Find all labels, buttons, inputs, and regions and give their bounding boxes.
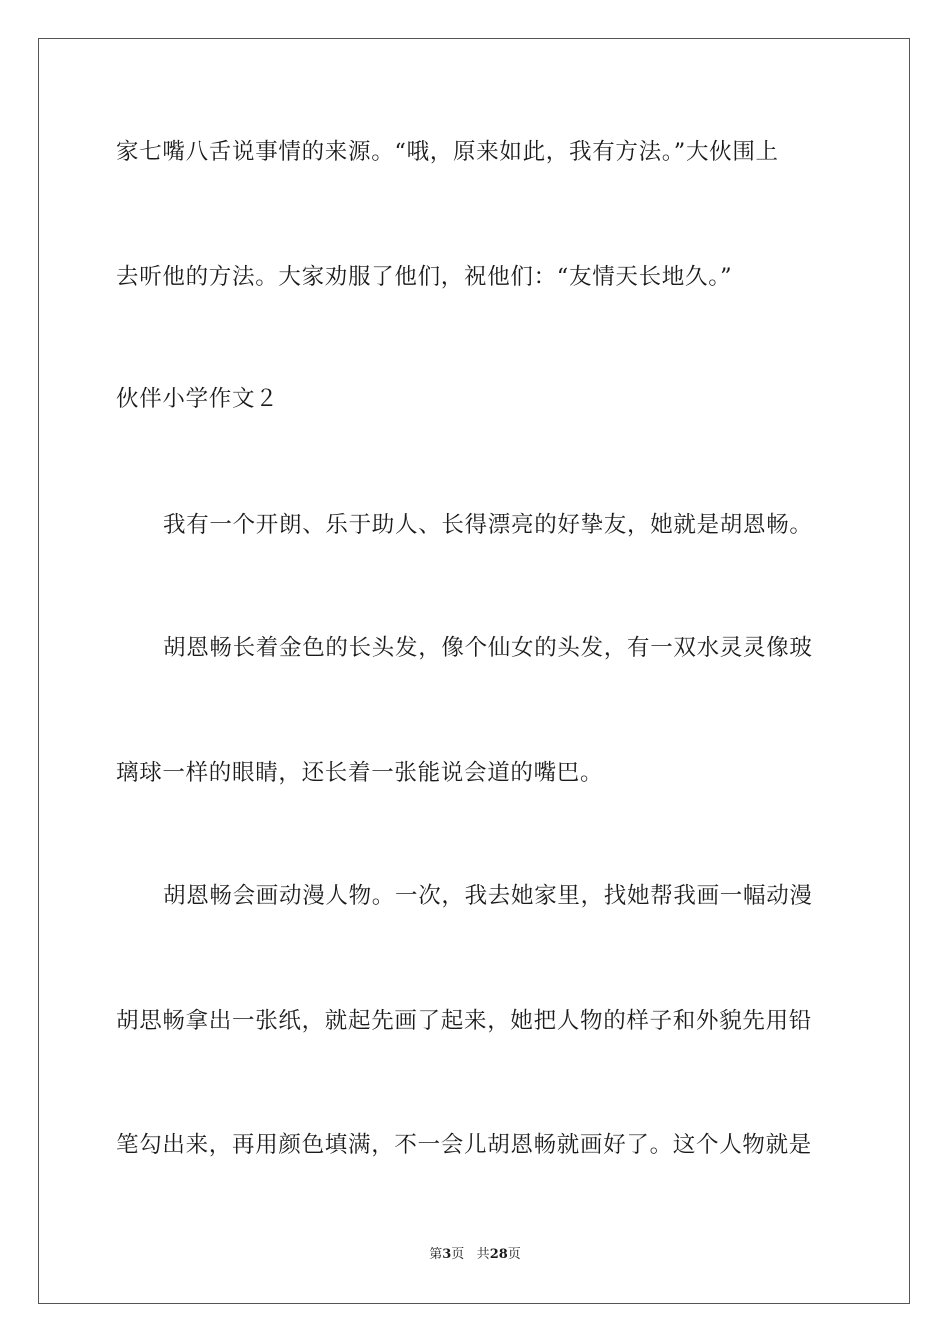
paragraph-3-line-1: 胡恩畅会画动漫人物。一次，我去她家里，找她帮我画一幅动漫 xyxy=(163,883,813,909)
total-suffix: 页 xyxy=(507,1247,521,1262)
text-line-1: 家七嘴八舌说事情的来源。“哦，原来如此，我有方法。”大伙围上 xyxy=(116,139,779,165)
paragraph-3-line-3: 笔勾出来，再用颜色填满，不一会儿胡恩畅就画好了。这个人物就是 xyxy=(116,1132,813,1158)
page-border xyxy=(38,38,910,1304)
page-number: 3 xyxy=(442,1247,452,1262)
page-footer xyxy=(0,1246,950,1264)
section-heading: 伙伴小学作文２ xyxy=(116,386,279,412)
paragraph-2-line-2: 璃球一样的眼睛，还长着一张能说会道的嘴巴。 xyxy=(116,760,604,786)
paragraph-3-line-2: 胡思畅拿出一张纸，就起先画了起来，她把人物的样子和外貌先用铅 xyxy=(116,1008,813,1034)
page-suffix: 页 xyxy=(451,1247,465,1262)
total-prefix: 共 xyxy=(476,1247,490,1262)
text-line-2: 去听他的方法。大家劝服了他们，祝他们：“友情天长地久。” xyxy=(116,264,733,290)
total-pages: 28 xyxy=(489,1247,508,1262)
page-prefix: 第 xyxy=(429,1247,443,1262)
paragraph-1: 我有一个开朗、乐于助人、长得漂亮的好挚友，她就是胡恩畅。 xyxy=(163,512,813,538)
paragraph-2-line-1: 胡恩畅长着金色的长头发，像个仙女的头发，有一双水灵灵像玻 xyxy=(163,635,813,661)
